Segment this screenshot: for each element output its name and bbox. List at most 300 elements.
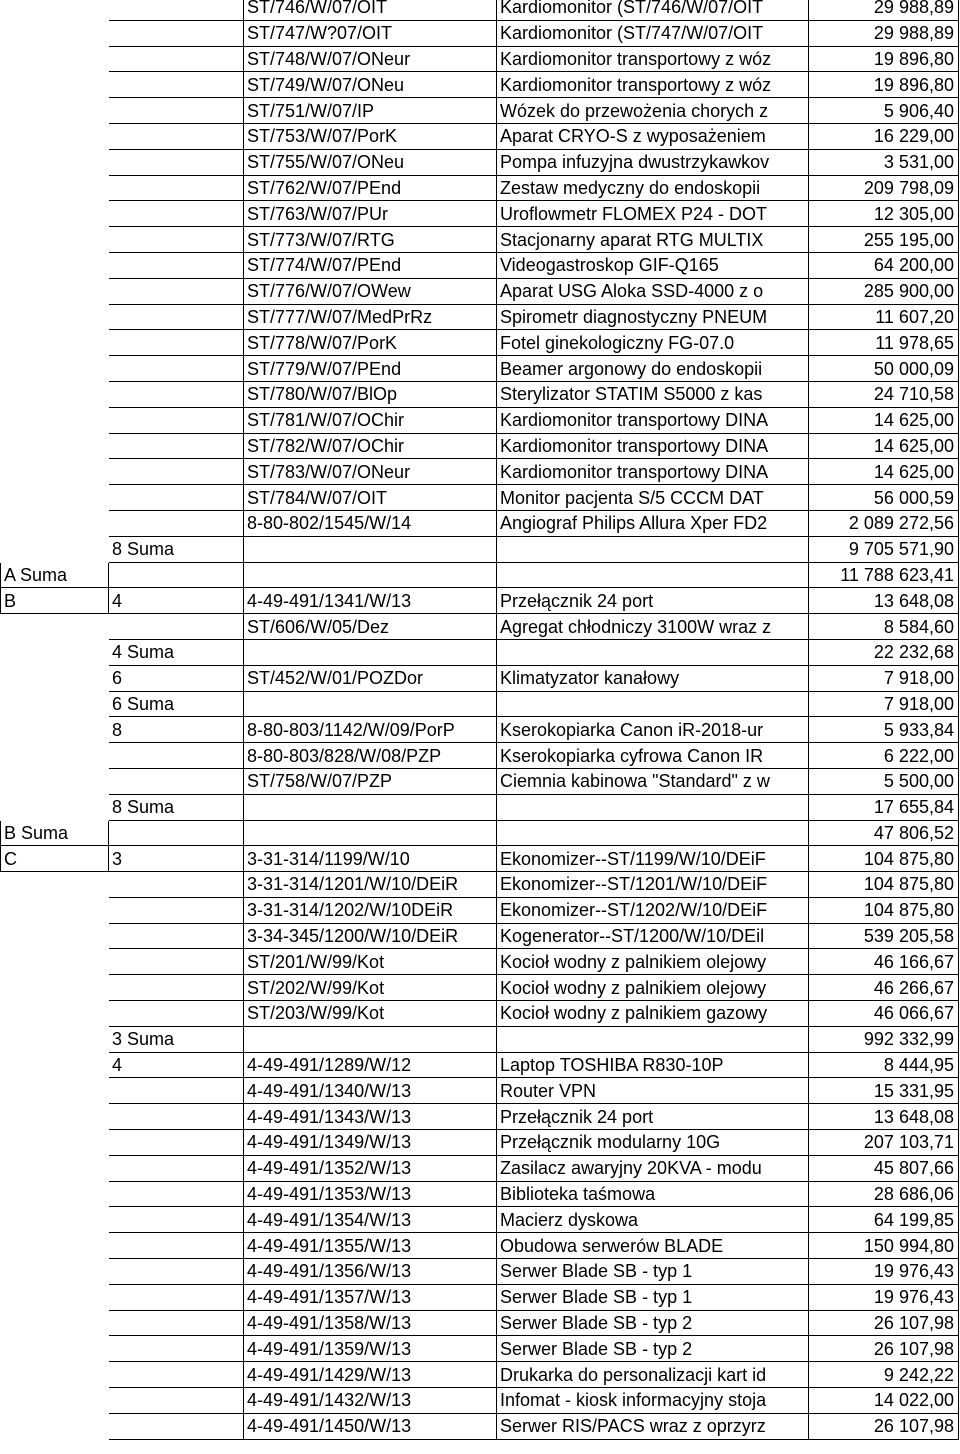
description-cell: Ekonomizer--ST/1201/W/10/DEiF [497,872,809,898]
group-cell [1,304,109,330]
inventory-number-cell [244,1026,497,1052]
value-cell: 16 229,00 [809,123,959,149]
table-row [1,1181,959,1207]
description-cell: Kardiomonitor transportowy z wóz [497,46,809,72]
value-cell: 14 625,00 [809,459,959,485]
inventory-number-cell: 4-49-491/1352/W/13 [244,1155,497,1181]
subgroup-cell: 3 Suma [109,1026,244,1052]
value-cell: 64 199,85 [809,1207,959,1233]
group-cell [1,1413,109,1439]
description-cell: Zestaw medyczny do endoskopii [497,175,809,201]
group-cell: A Suma [1,562,109,588]
subgroup-cell [109,923,244,949]
table-row [1,175,959,201]
description-cell: Ciemnia kabinowa "Standard" z w [497,768,809,794]
subgroup-cell [109,1001,244,1027]
subgroup-cell [109,1284,244,1310]
description-cell: Fotel ginekologiczny FG-07.0 [497,330,809,356]
subgroup-cell [109,897,244,923]
inventory-number-cell: 8-80-803/1142/W/09/PorP [244,717,497,743]
group-cell [1,975,109,1001]
group-cell [1,1259,109,1285]
subgroup-cell [109,614,244,640]
subgroup-cell [109,433,244,459]
subgroup-cell: 6 Suma [109,691,244,717]
description-cell: Aparat CRYO-S z wyposażeniem [497,123,809,149]
table-row [1,304,959,330]
subgroup-cell [109,975,244,1001]
group-cell [1,1233,109,1259]
table-row [1,794,959,820]
value-cell: 46 266,67 [809,975,959,1001]
group-cell [1,1078,109,1104]
inventory-number-cell: ST/776/W/07/OWew [244,278,497,304]
group-cell [1,1388,109,1414]
table-row [1,510,959,536]
inventory-number-cell: 8-80-803/828/W/08/PZP [244,743,497,769]
table-row [1,20,959,46]
table-row [1,614,959,640]
inventory-number-cell: ST/606/W/05/Dez [244,614,497,640]
table-row [1,1362,959,1388]
value-cell: 47 806,52 [809,820,959,846]
group-cell [1,691,109,717]
value-cell: 13 648,08 [809,1104,959,1130]
subgroup-cell [109,72,244,98]
inventory-number-cell: 8-80-802/1545/W/14 [244,510,497,536]
description-cell: Serwer Blade SB - typ 1 [497,1259,809,1285]
table-row [1,1026,959,1052]
group-cell [1,1130,109,1156]
inventory-number-cell: ST/763/W/07/PUr [244,201,497,227]
inventory-number-cell: 3-34-345/1200/W/10/DEiR [244,923,497,949]
group-cell [1,1207,109,1233]
subgroup-cell [109,20,244,46]
table-row [1,820,959,846]
description-cell: Kardiomonitor (ST/747/W/07/OIT [497,20,809,46]
description-cell: Kardiomonitor transportowy DINA [497,407,809,433]
value-cell: 19 896,80 [809,72,959,98]
inventory-number-cell: 4-49-491/1450/W/13 [244,1413,497,1439]
inventory-number-cell: ST/779/W/07/PEnd [244,356,497,382]
description-cell: Serwer RIS/PACS wraz z oprzyrz [497,1413,809,1439]
group-cell [1,768,109,794]
group-cell [1,1310,109,1336]
group-cell [1,1336,109,1362]
subgroup-cell [109,459,244,485]
value-cell: 46 066,67 [809,1001,959,1027]
value-cell: 104 875,80 [809,897,959,923]
inventory-number-cell: 3-31-314/1202/W/10DEiR [244,897,497,923]
value-cell: 13 648,08 [809,588,959,614]
subgroup-cell [109,1388,244,1414]
table-row [1,1052,959,1078]
description-cell: Sterylizator STATIM S5000 z kas [497,381,809,407]
subgroup-cell [109,562,244,588]
group-cell [1,1001,109,1027]
subgroup-cell [109,98,244,124]
subgroup-cell [109,872,244,898]
subgroup-cell: 4 [109,1052,244,1078]
value-cell: 26 107,98 [809,1336,959,1362]
value-cell: 19 976,43 [809,1284,959,1310]
table-row [1,459,959,485]
subgroup-cell [109,1413,244,1439]
group-cell [1,98,109,124]
value-cell: 22 232,68 [809,639,959,665]
inventory-number-cell: ST/755/W/07/ONeu [244,149,497,175]
description-cell: Agregat chłodniczy 3100W wraz z [497,614,809,640]
inventory-number-cell: ST/780/W/07/BlOp [244,381,497,407]
inventory-number-cell: 4-49-491/1356/W/13 [244,1259,497,1285]
group-cell [1,1362,109,1388]
table-row [1,717,959,743]
subgroup-cell [109,46,244,72]
group-cell [1,510,109,536]
table-row [1,1413,959,1439]
inventory-number-cell: 4-49-491/1341/W/13 [244,588,497,614]
value-cell: 255 195,00 [809,227,959,253]
description-cell: Router VPN [497,1078,809,1104]
inventory-number-cell: ST/202/W/99/Kot [244,975,497,1001]
description-cell [497,639,809,665]
description-cell: Stacjonarny aparat RTG MULTIX [497,227,809,253]
table-row [1,123,959,149]
description-cell [497,794,809,820]
table-row [1,278,959,304]
value-cell: 14 022,00 [809,1388,959,1414]
subgroup-cell: 3 [109,846,244,872]
table-row [1,1336,959,1362]
value-cell: 29 988,89 [809,0,959,20]
inventory-number-cell: ST/762/W/07/PEnd [244,175,497,201]
description-cell: Serwer Blade SB - typ 2 [497,1310,809,1336]
value-cell: 992 332,99 [809,1026,959,1052]
description-cell [497,536,809,562]
value-cell: 209 798,09 [809,175,959,201]
subgroup-cell [109,510,244,536]
value-cell: 207 103,71 [809,1130,959,1156]
inventory-number-cell [244,820,497,846]
group-cell: B [1,588,109,614]
group-cell [1,356,109,382]
table-row [1,1233,959,1259]
inventory-number-cell: ST/751/W/07/IP [244,98,497,124]
inventory-number-cell: ST/774/W/07/PEnd [244,252,497,278]
description-cell: Klimatyzator kanałowy [497,665,809,691]
value-cell: 26 107,98 [809,1310,959,1336]
value-cell: 150 994,80 [809,1233,959,1259]
value-cell: 104 875,80 [809,872,959,898]
table-row [1,1001,959,1027]
subgroup-cell [109,330,244,356]
description-cell: Kardiomonitor transportowy DINA [497,459,809,485]
value-cell: 12 305,00 [809,201,959,227]
description-cell: Angiograf Philips Allura Xper FD2 [497,510,809,536]
subgroup-cell [109,201,244,227]
table-row [1,846,959,872]
subgroup-cell [109,485,244,511]
description-cell: Kardiomonitor (ST/746/W/07/OIT [497,0,809,20]
description-cell: Kocioł wodny z palnikiem gazowy [497,1001,809,1027]
inventory-number-cell: ST/203/W/99/Kot [244,1001,497,1027]
value-cell: 285 900,00 [809,278,959,304]
inventory-number-cell: ST/749/W/07/ONeu [244,72,497,98]
subgroup-cell [109,407,244,433]
group-cell [1,72,109,98]
subgroup-cell [109,381,244,407]
table-row [1,46,959,72]
group-cell [1,872,109,898]
value-cell: 11 788 623,41 [809,562,959,588]
subgroup-cell [109,227,244,253]
table-row [1,356,959,382]
value-cell: 5 933,84 [809,717,959,743]
subgroup-cell [109,0,244,20]
description-cell: Kserokopiarka Canon iR-2018-ur [497,717,809,743]
description-cell: Kogenerator--ST/1200/W/10/DEil [497,923,809,949]
group-cell [1,201,109,227]
group-cell [1,46,109,72]
description-cell: Przełącznik 24 port [497,588,809,614]
inventory-number-cell: 4-49-491/1358/W/13 [244,1310,497,1336]
value-cell: 11 978,65 [809,330,959,356]
value-cell: 7 918,00 [809,691,959,717]
group-cell [1,639,109,665]
subgroup-cell [109,1336,244,1362]
description-cell: Kserokopiarka cyfrowa Canon IR [497,743,809,769]
description-cell: Ekonomizer--ST/1202/W/10/DEiF [497,897,809,923]
description-cell: Kocioł wodny z palnikiem olejowy [497,949,809,975]
group-cell [1,1284,109,1310]
description-cell [497,562,809,588]
description-cell: Kardiomonitor transportowy DINA [497,433,809,459]
description-cell [497,691,809,717]
description-cell: Videogastroskop GIF-Q165 [497,252,809,278]
group-cell [1,794,109,820]
subgroup-cell [109,356,244,382]
group-cell [1,433,109,459]
value-cell: 17 655,84 [809,794,959,820]
inventory-number-cell: 4-49-491/1289/W/12 [244,1052,497,1078]
subgroup-cell: 4 [109,588,244,614]
description-cell: Monitor pacjenta S/5 CCCM DAT [497,485,809,511]
group-cell: B Suma [1,820,109,846]
subgroup-cell [109,820,244,846]
inventory-number-cell: ST/746/W/07/OIT [244,0,497,20]
table-row [1,1078,959,1104]
table-row [1,562,959,588]
table-row [1,768,959,794]
table-row [1,0,959,20]
table-row [1,407,959,433]
subgroup-cell [109,949,244,975]
table-row [1,201,959,227]
table-row [1,949,959,975]
inventory-number-cell: ST/782/W/07/OChir [244,433,497,459]
inventory-number-cell: ST/758/W/07/PZP [244,768,497,794]
group-cell [1,923,109,949]
inventory-number-cell: 3-31-314/1201/W/10/DEiR [244,872,497,898]
inventory-number-cell: 4-49-491/1343/W/13 [244,1104,497,1130]
table-row [1,149,959,175]
subgroup-cell [109,252,244,278]
table-row [1,330,959,356]
value-cell: 7 918,00 [809,665,959,691]
value-cell: 46 166,67 [809,949,959,975]
table-row [1,1388,959,1414]
subgroup-cell [109,1207,244,1233]
description-cell: Obudowa serwerów BLADE [497,1233,809,1259]
value-cell: 8 444,95 [809,1052,959,1078]
inventory-number-cell [244,562,497,588]
group-cell [1,717,109,743]
inventory-number-cell: ST/201/W/99/Kot [244,949,497,975]
inventory-number-cell [244,691,497,717]
value-cell: 26 107,98 [809,1413,959,1439]
inventory-number-cell: 3-31-314/1199/W/10 [244,846,497,872]
subgroup-cell: 6 [109,665,244,691]
subgroup-cell [109,1078,244,1104]
inventory-number-cell [244,794,497,820]
group-cell [1,330,109,356]
subgroup-cell [109,743,244,769]
value-cell: 8 584,60 [809,614,959,640]
subgroup-cell [109,1155,244,1181]
subgroup-cell [109,1181,244,1207]
subgroup-cell: 8 Suma [109,794,244,820]
inventory-number-cell: 4-49-491/1357/W/13 [244,1284,497,1310]
inventory-number-cell: ST/778/W/07/PorK [244,330,497,356]
inventory-number-cell: ST/777/W/07/MedPrRz [244,304,497,330]
subgroup-cell: 4 Suma [109,639,244,665]
description-cell: Infomat - kiosk informacyjny stoja [497,1388,809,1414]
subgroup-cell [109,1362,244,1388]
group-cell [1,1104,109,1130]
group-cell [1,252,109,278]
subgroup-cell [109,278,244,304]
inventory-number-cell: ST/783/W/07/ONeur [244,459,497,485]
table-row [1,1284,959,1310]
table-row [1,227,959,253]
group-cell [1,175,109,201]
description-cell: Serwer Blade SB - typ 2 [497,1336,809,1362]
table-row [1,1310,959,1336]
description-cell: Przełącznik modularny 10G [497,1130,809,1156]
description-cell [497,1026,809,1052]
table-row [1,381,959,407]
table-row [1,975,959,1001]
inventory-number-cell: ST/784/W/07/OIT [244,485,497,511]
value-cell: 14 625,00 [809,433,959,459]
group-cell [1,949,109,975]
inventory-number-cell: ST/747/W?07/OIT [244,20,497,46]
group-cell [1,149,109,175]
table-row [1,485,959,511]
description-cell: Przełącznik 24 port [497,1104,809,1130]
group-cell [1,0,109,20]
group-cell [1,485,109,511]
inventory-number-cell: ST/781/W/07/OChir [244,407,497,433]
inventory-number-cell: 4-49-491/1359/W/13 [244,1336,497,1362]
description-cell [497,820,809,846]
table-row [1,691,959,717]
table-row [1,588,959,614]
group-cell [1,20,109,46]
value-cell: 50 000,09 [809,356,959,382]
subgroup-cell [109,1259,244,1285]
group-cell: C [1,846,109,872]
value-cell: 9 705 571,90 [809,536,959,562]
group-cell [1,897,109,923]
description-cell: Uroflowmetr FLOMEX P24 - DOT [497,201,809,227]
subgroup-cell [109,1310,244,1336]
description-cell: Macierz dyskowa [497,1207,809,1233]
group-cell [1,1181,109,1207]
group-cell [1,614,109,640]
table-row [1,639,959,665]
table-row [1,897,959,923]
value-cell: 64 200,00 [809,252,959,278]
value-cell: 56 000,59 [809,485,959,511]
value-cell: 28 686,06 [809,1181,959,1207]
group-cell [1,1155,109,1181]
inventory-number-cell: 4-49-491/1354/W/13 [244,1207,497,1233]
value-cell: 5 906,40 [809,98,959,124]
group-cell [1,381,109,407]
description-cell: Zasilacz awaryjny 20KVA - modu [497,1155,809,1181]
subgroup-cell: 8 [109,717,244,743]
table-row [1,743,959,769]
description-cell: Biblioteka taśmowa [497,1181,809,1207]
inventory-number-cell: ST/452/W/01/POZDor [244,665,497,691]
value-cell: 2 089 272,56 [809,510,959,536]
value-cell: 14 625,00 [809,407,959,433]
group-cell [1,278,109,304]
subgroup-cell [109,123,244,149]
subgroup-cell [109,175,244,201]
inventory-number-cell: 4-49-491/1340/W/13 [244,1078,497,1104]
table-row [1,665,959,691]
value-cell: 539 205,58 [809,923,959,949]
inventory-number-cell: ST/753/W/07/PorK [244,123,497,149]
value-cell: 5 500,00 [809,768,959,794]
group-cell [1,407,109,433]
subgroup-cell [109,1233,244,1259]
table-row [1,1207,959,1233]
description-cell: Aparat USG Aloka SSD-4000 z o [497,278,809,304]
table-row [1,923,959,949]
description-cell: Pompa infuzyjna dwustrzykawkov [497,149,809,175]
value-cell: 9 242,22 [809,1362,959,1388]
subgroup-cell [109,149,244,175]
inventory-number-cell: ST/773/W/07/RTG [244,227,497,253]
subgroup-cell [109,768,244,794]
value-cell: 19 976,43 [809,1259,959,1285]
table-row [1,1155,959,1181]
table-row [1,433,959,459]
value-cell: 45 807,66 [809,1155,959,1181]
group-cell [1,227,109,253]
value-cell: 6 222,00 [809,743,959,769]
table-row [1,536,959,562]
table-row [1,72,959,98]
inventory-number-cell: 4-49-491/1355/W/13 [244,1233,497,1259]
subgroup-cell: 8 Suma [109,536,244,562]
inventory-number-cell: ST/748/W/07/ONeur [244,46,497,72]
description-cell: Serwer Blade SB - typ 1 [497,1284,809,1310]
inventory-number-cell [244,639,497,665]
